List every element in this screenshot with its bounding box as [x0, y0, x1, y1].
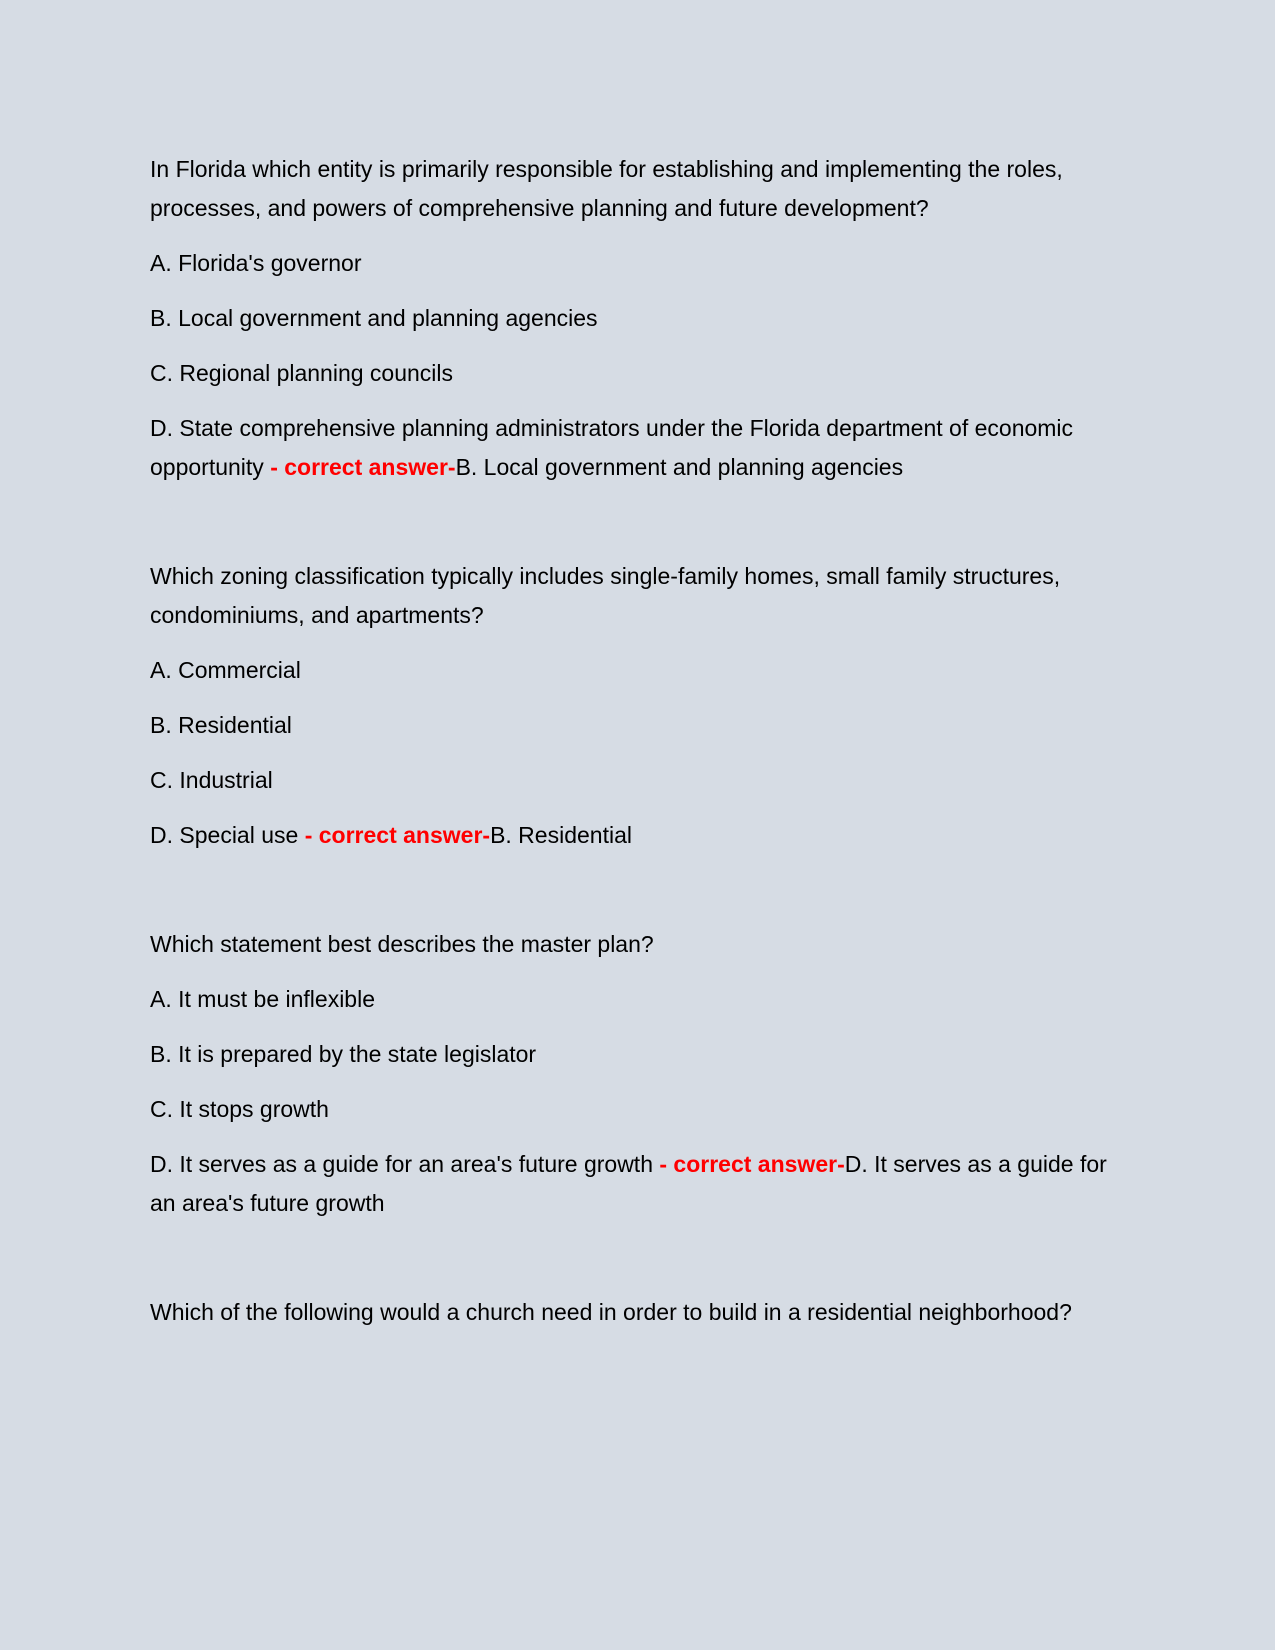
correct-answer: B. Residential [490, 822, 632, 848]
option-a: A. It must be inflexible [150, 986, 375, 1012]
question-text: Which of the following would a church need in order to build in a residential neighborhood? [150, 1299, 1072, 1325]
option-d: D. State comprehensive planning administrators under the Florida department of economic opportunity [150, 415, 1074, 480]
correct-answer: B. Local government and planning agencies [455, 454, 904, 480]
question-block-1 [150, 150, 1125, 487]
option-a: A. Florida's governor [150, 250, 362, 276]
option-b: B. Local government and planning agencies [150, 305, 598, 331]
option-c: C. Industrial [150, 767, 273, 793]
option-a: A. Commercial [150, 657, 301, 683]
document-page [150, 150, 1125, 1402]
question-block-2 [150, 557, 1125, 855]
question-block-4 [150, 1293, 1125, 1332]
question-text: Which zoning classification typically includes single-family homes, small family structures, condominiums, and apartments? [150, 563, 1061, 628]
correct-answer-label: - correct answer- [652, 1151, 845, 1177]
correct-answer-label: - correct answer- [263, 454, 456, 480]
option-c: C. It stops growth [150, 1096, 329, 1122]
correct-answer: D. It serves as a guide for an area's future growth [150, 1151, 1107, 1216]
option-d: D. Special use [150, 822, 299, 848]
question-block-3 [150, 925, 1125, 1223]
option-d: D. It serves as a guide for an area's future growth [150, 1151, 653, 1177]
option-d-with-answer [150, 1145, 1125, 1223]
question-text: In Florida which entity is primarily responsible for establishing and implementing the roles, processes, and powers of comprehensive planning and future development? [150, 156, 1063, 221]
option-d-with-answer [150, 409, 1125, 487]
option-b: B. Residential [150, 712, 292, 738]
option-c: C. Regional planning councils [150, 360, 454, 386]
option-d-with-answer [150, 816, 1125, 855]
option-b: B. It is prepared by the state legislator [150, 1041, 537, 1067]
question-text: Which statement best describes the master plan? [150, 931, 654, 957]
correct-answer-label: - correct answer- [298, 822, 491, 848]
